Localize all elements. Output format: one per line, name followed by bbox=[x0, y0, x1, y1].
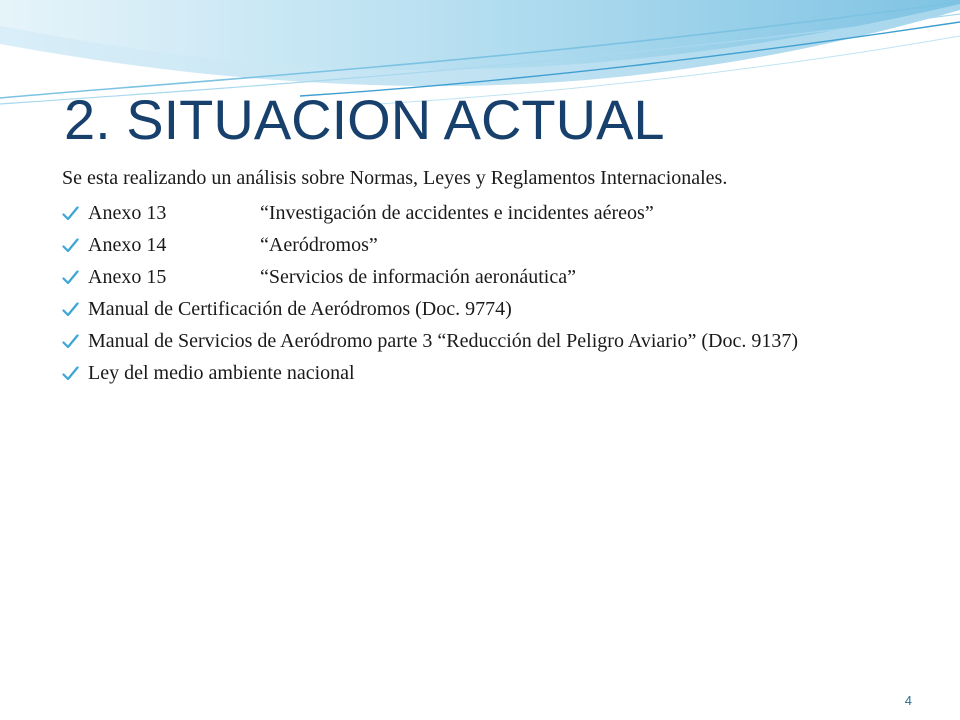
intro-text: Se esta realizando un análisis sobre Normas, Leyes y Reglamentos Internacionales. bbox=[62, 167, 728, 189]
checkmark-icon bbox=[62, 302, 79, 317]
checkmark-icon bbox=[62, 238, 79, 253]
slide-title: 2. SITUACION ACTUAL bbox=[64, 88, 665, 151]
item-text: “Servicios de información aeronáutica” bbox=[260, 266, 576, 288]
item-code: Anexo 15 bbox=[88, 266, 167, 288]
checkmark-icon bbox=[62, 206, 79, 221]
item-text: Ley del medio ambiente nacional bbox=[88, 362, 355, 384]
page-number: 4 bbox=[904, 693, 912, 708]
item-text: “Aeródromos” bbox=[260, 234, 378, 256]
list-item bbox=[62, 298, 922, 321]
checkmark-icon bbox=[62, 270, 79, 285]
list-item bbox=[62, 266, 922, 289]
item-text: Manual de Certificación de Aeródromos (Doc. 9774) bbox=[88, 298, 512, 320]
slide-body bbox=[62, 163, 922, 394]
item-text: “Investigación de accidentes e incidentes aéreos” bbox=[260, 202, 654, 224]
checklist bbox=[62, 202, 922, 385]
list-item bbox=[62, 202, 922, 225]
list-item bbox=[62, 234, 922, 257]
checkmark-icon bbox=[62, 366, 79, 381]
item-code: Anexo 14 bbox=[88, 234, 167, 256]
list-item bbox=[62, 330, 922, 353]
item-code: Anexo 13 bbox=[88, 202, 167, 224]
list-item bbox=[62, 362, 922, 385]
item-text: Manual de Servicios de Aeródromo parte 3 “Reducción del Peligro Aviario” (Doc. 9137) bbox=[88, 330, 798, 352]
checkmark-icon bbox=[62, 334, 79, 349]
